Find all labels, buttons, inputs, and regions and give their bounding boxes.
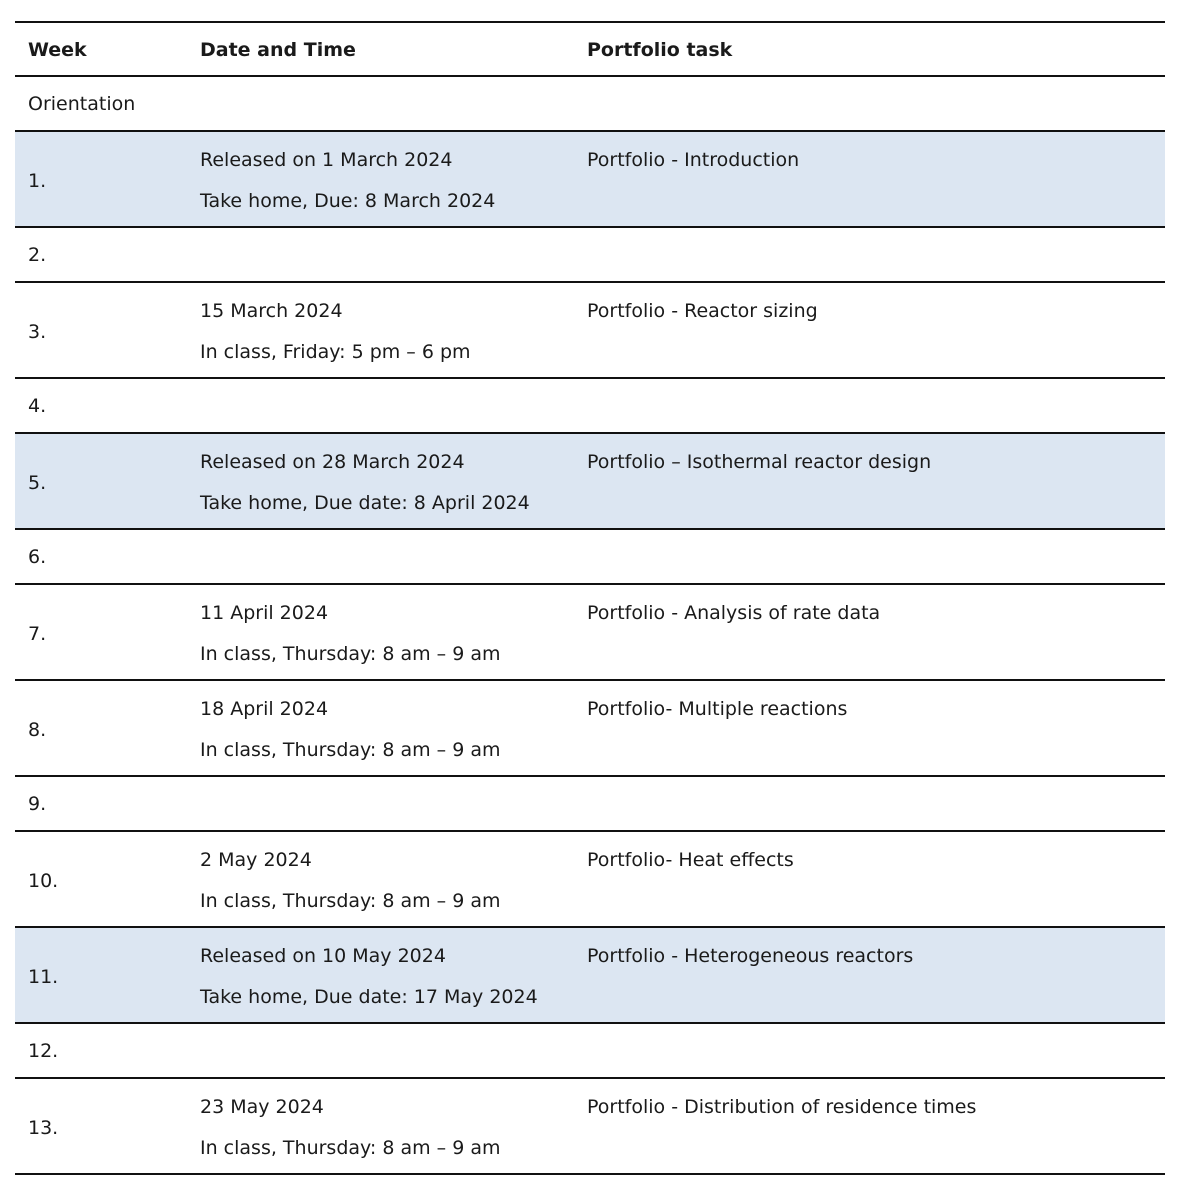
date-cell-line1: 23 May 2024	[200, 1096, 324, 1118]
date-cell-line2: Take home, Due date: 17 May 2024	[200, 986, 538, 1008]
table-row	[15, 832, 1165, 928]
table-row	[15, 228, 1165, 283]
table-body	[15, 77, 1165, 1175]
task-cell: Portfolio - Analysis of rate data	[587, 602, 881, 624]
week-cell: 6.	[28, 546, 47, 568]
table-row	[15, 681, 1165, 777]
date-cell-line2: In class, Friday: 5 pm – 6 pm	[200, 341, 471, 363]
week-cell: Orientation	[28, 93, 136, 115]
task-cell: Portfolio- Heat effects	[587, 849, 794, 871]
week-cell: 2.	[28, 244, 47, 266]
header-date-time: Date and Time	[200, 39, 356, 61]
date-cell-line1: Released on 1 March 2024	[200, 149, 453, 171]
table-row	[15, 283, 1165, 379]
table-row	[15, 1024, 1165, 1079]
task-cell: Portfolio- Multiple reactions	[587, 698, 848, 720]
date-cell-line1: Released on 28 March 2024	[200, 451, 465, 473]
week-cell: 10.	[28, 870, 59, 892]
task-cell: Portfolio - Heterogeneous reactors	[587, 945, 914, 967]
date-cell-line2: In class, Thursday: 8 am – 9 am	[200, 890, 501, 912]
table-row	[15, 1079, 1165, 1175]
week-cell: 5.	[28, 472, 47, 494]
table-row	[15, 777, 1165, 832]
schedule-table	[15, 21, 1165, 1175]
table-header-row	[15, 21, 1165, 77]
week-cell: 13.	[28, 1117, 59, 1139]
date-cell-line2: In class, Thursday: 8 am – 9 am	[200, 643, 501, 665]
table-row	[15, 928, 1165, 1024]
table-row	[15, 379, 1165, 434]
task-cell: Portfolio - Introduction	[587, 149, 800, 171]
table-row	[15, 585, 1165, 681]
table-row	[15, 132, 1165, 228]
task-cell: Portfolio - Reactor sizing	[587, 300, 818, 322]
date-cell-line2: Take home, Due: 8 March 2024	[200, 190, 496, 212]
week-cell: 1.	[28, 170, 47, 192]
date-cell-line2: In class, Thursday: 8 am – 9 am	[200, 1137, 501, 1159]
table-row	[15, 434, 1165, 530]
date-cell-line1: 11 April 2024	[200, 602, 329, 624]
task-cell: Portfolio – Isothermal reactor design	[587, 451, 932, 473]
date-cell-line1: 15 March 2024	[200, 300, 343, 322]
week-cell: 7.	[28, 623, 47, 645]
header-week: Week	[28, 39, 87, 61]
table-row	[15, 77, 1165, 132]
date-cell-line2: Take home, Due date: 8 April 2024	[200, 492, 530, 514]
task-cell: Portfolio - Distribution of residence times	[587, 1096, 977, 1118]
week-cell: 3.	[28, 321, 47, 343]
header-portfolio-task: Portfolio task	[587, 39, 733, 61]
week-cell: 4.	[28, 395, 47, 417]
week-cell: 9.	[28, 793, 47, 815]
week-cell: 8.	[28, 719, 47, 741]
date-cell-line1: 2 May 2024	[200, 849, 312, 871]
week-cell: 12.	[28, 1040, 59, 1062]
date-cell-line1: 18 April 2024	[200, 698, 329, 720]
date-cell-line1: Released on 10 May 2024	[200, 945, 446, 967]
week-cell: 11.	[28, 966, 59, 988]
date-cell-line2: In class, Thursday: 8 am – 9 am	[200, 739, 501, 761]
table-row	[15, 530, 1165, 585]
